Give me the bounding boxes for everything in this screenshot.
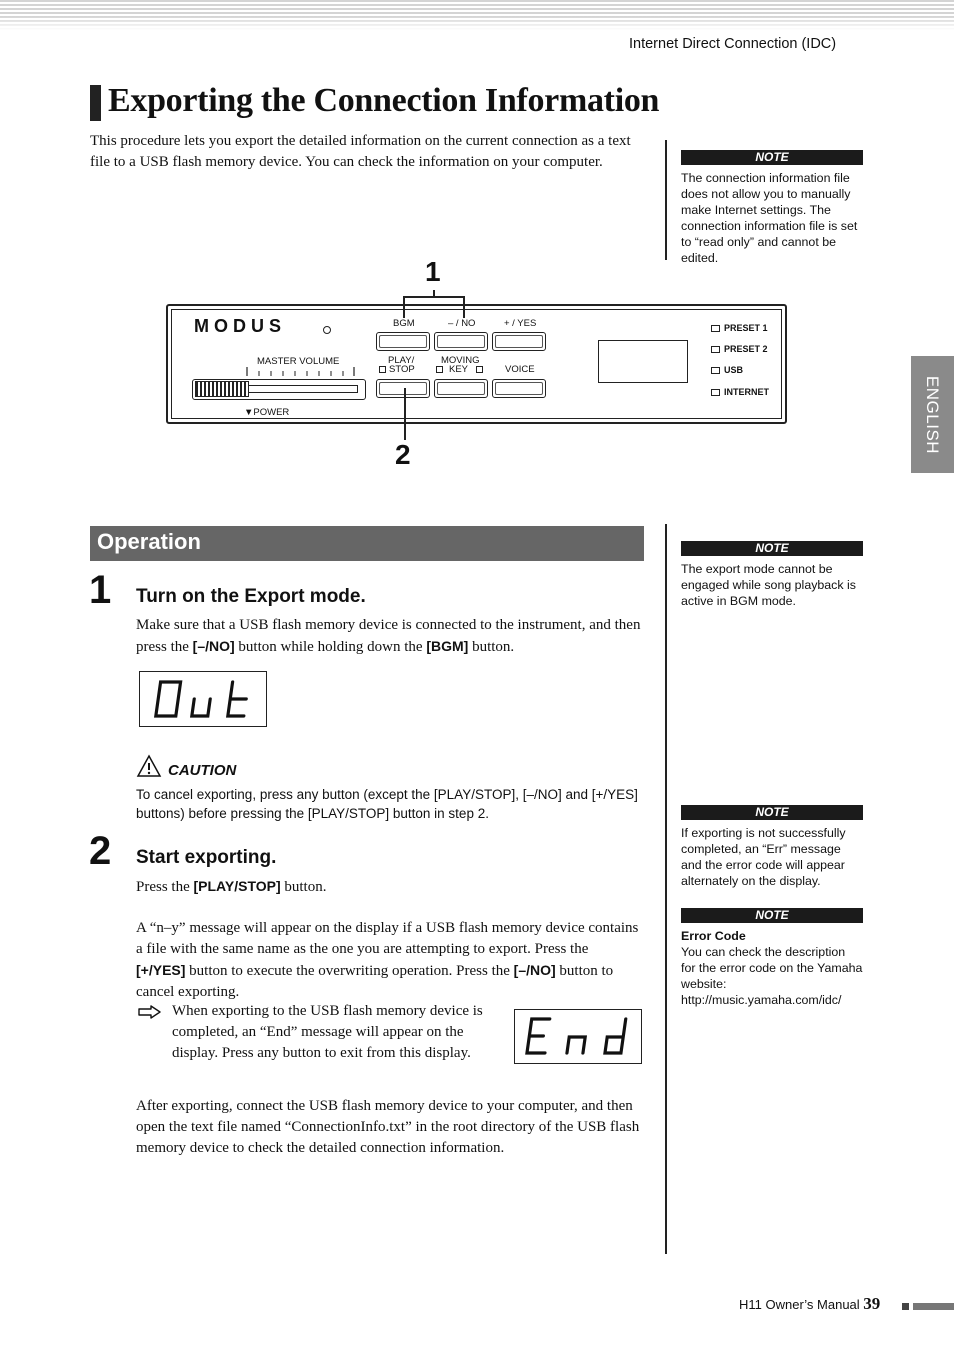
step-2-press-text: Press the [PLAY/STOP] button.	[136, 878, 327, 895]
master-volume-slider	[192, 379, 366, 400]
page-number: 39	[863, 1294, 881, 1313]
note-connection-file	[681, 150, 863, 266]
note-heading: NOTE	[681, 805, 863, 820]
btn-ref-yes: [+/YES]	[136, 962, 186, 978]
title-marker	[90, 85, 101, 121]
led-preset-1: PRESET 1	[711, 323, 768, 333]
page-title: Exporting the Connection Information	[108, 82, 660, 119]
voice-button	[492, 379, 546, 398]
indicator-dot	[323, 326, 331, 334]
note-error-code	[681, 908, 863, 1008]
running-header: Internet Direct Connection (IDC)	[629, 36, 837, 52]
step-1-text: Make sure that a USB flash memory device is connected to the instrument, and then press the [–/NO] button while holding down the [BGM] button.	[136, 617, 641, 655]
note-text: The connection information file does not allow you to manually make Internet settings. The connection information file is set to “read only” and cannot be edited.	[681, 171, 858, 265]
btn-ref-play-stop: [PLAY/STOP]	[193, 878, 281, 894]
no-button	[434, 332, 488, 351]
note-subheading: Error Code	[681, 929, 746, 943]
lcd-end-glyphs	[515, 1010, 641, 1063]
play-led	[379, 366, 386, 373]
language-tab-label: ENGLISH	[923, 375, 943, 454]
note-export-error	[681, 805, 863, 889]
lcd-out-display	[139, 671, 267, 727]
note-divider-top	[665, 140, 667, 260]
voice-label: VOICE	[505, 364, 535, 375]
top-stripe-band	[0, 0, 954, 30]
stop-label: STOP	[379, 364, 415, 375]
key-led-right	[476, 366, 483, 373]
moving-key-button	[434, 379, 488, 398]
callout-1: 1	[425, 256, 441, 287]
footer	[739, 1294, 880, 1314]
btn-ref-no: [–/NO]	[192, 638, 235, 654]
lcd-end-display	[514, 1009, 642, 1064]
caution-icon	[136, 754, 162, 778]
caution-label: CAUTION	[168, 762, 237, 779]
control-panel-illustration	[166, 304, 787, 424]
note-text: You can check the description for the error code on the Yamaha website: http://music.yamaha.com/idc/	[681, 945, 863, 1007]
no-label: – / NO	[448, 318, 476, 329]
language-tab	[911, 356, 954, 473]
master-volume-label: MASTER VOLUME	[257, 356, 340, 367]
led-preset-2: PRESET 2	[711, 344, 768, 354]
note-divider-main	[665, 524, 667, 1254]
slider-knob	[195, 381, 249, 397]
power-label: ▼POWER	[244, 407, 290, 418]
note-bgm-mode	[681, 541, 863, 609]
step-2-end-text: When exporting to the USB flash memory device is completed, an “End” message will appear on the display. Press any button to exit from this display.	[172, 1003, 483, 1061]
step-2-after-text: After exporting, connect the USB flash memory device to your computer, and then open the text file named “ConnectionInfo.txt” in the root directory of the USB flash memory device to check the detailed connection information.	[136, 1098, 640, 1156]
step-2-title: Start exporting.	[136, 847, 277, 868]
btn-ref-bgm: [BGM]	[426, 638, 469, 654]
bgm-button	[376, 332, 430, 351]
play-label: PLAY/	[388, 355, 415, 366]
step-1-number: 1	[89, 568, 112, 612]
lcd-out-glyphs	[140, 672, 266, 726]
note-heading: NOTE	[681, 150, 863, 165]
key-led-left	[436, 366, 443, 373]
yes-button	[492, 332, 546, 351]
callout-2-line	[398, 386, 412, 442]
btn-ref-no: [–/NO]	[513, 962, 556, 978]
note-text: If exporting is not successfully completed, an “Err” message and the error code will appear alternately on the display.	[681, 826, 846, 888]
footer-manual-name: H11 Owner’s Manual	[739, 1297, 860, 1312]
result-arrow-icon	[137, 1004, 163, 1020]
yes-label: + / YES	[504, 318, 537, 329]
step-1-title: Turn on the Export mode.	[136, 586, 366, 607]
callout-1-bracket	[400, 290, 470, 320]
panel-display	[598, 340, 688, 383]
modus-logo: MODUS	[194, 316, 286, 336]
moving-label: MOVING	[441, 355, 480, 366]
key-label: KEY	[436, 364, 487, 375]
callout-2: 2	[395, 439, 411, 470]
volume-scale-ticks	[246, 365, 356, 377]
led-usb: USB	[711, 365, 743, 375]
footer-square	[902, 1303, 909, 1310]
footer-bar	[913, 1303, 954, 1310]
led-internet: INTERNET	[711, 387, 769, 397]
step-2-number: 2	[89, 829, 112, 873]
intro-paragraph: This procedure lets you export the detailed information on the current connection as a text file to a USB flash memory device. You can check the information on your computer.	[90, 133, 631, 170]
bgm-label: BGM	[393, 318, 415, 329]
step-2-ny-text: A “n–y” message will appear on the display if a USB flash memory device contains a file with the same name as the one you are attempting to export. Press the [+/YES] button to execute the overwriting operation. Press the [–/NO] button to cancel exporting.	[136, 920, 639, 1000]
note-heading: NOTE	[681, 541, 863, 556]
operation-heading: Operation	[97, 529, 201, 554]
note-text: The export mode cannot be engaged while song playback is active in BGM mode.	[681, 562, 856, 608]
note-heading: NOTE	[681, 908, 863, 923]
caution-text: To cancel exporting, press any button (except the [PLAY/STOP], [–/NO] and [+/YES] buttons) before pressing the [PLAY/STOP] button in step 2.	[136, 787, 638, 821]
